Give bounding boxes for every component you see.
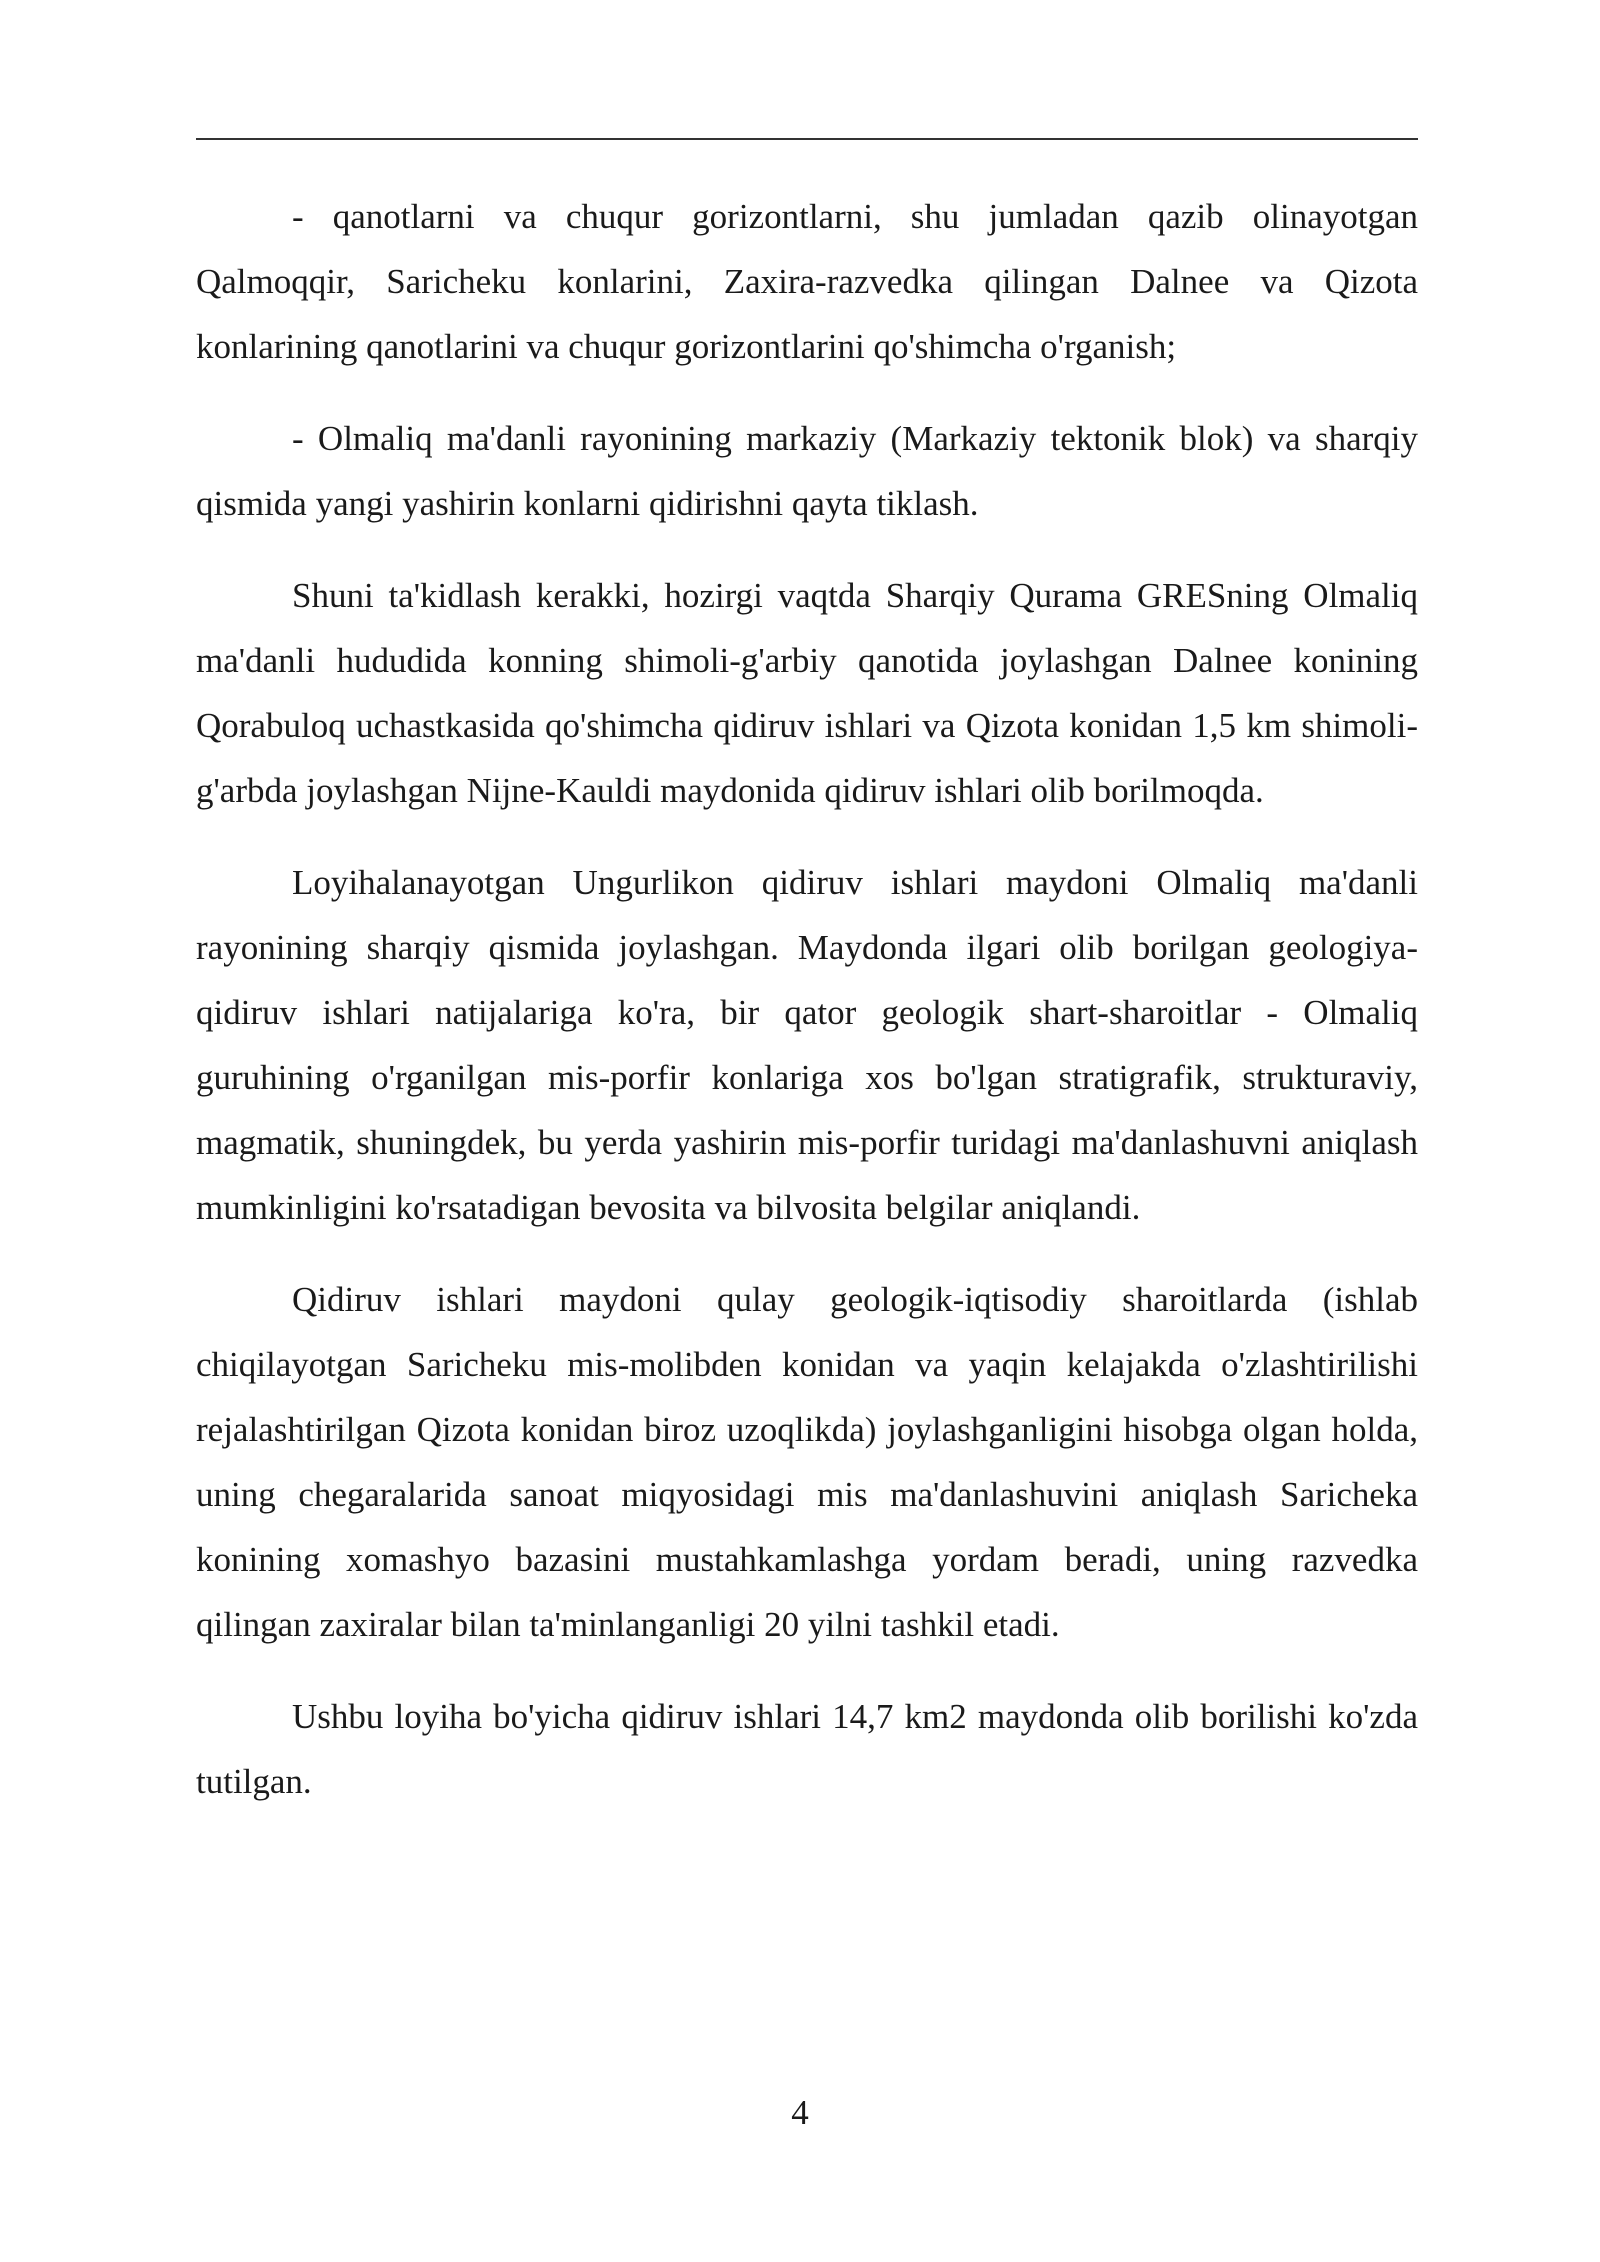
paragraph-current-works: Shuni ta'kidlash kerakki, hozirgi vaqtda Sharqiy Qurama GRESning Olmaliq ma'danli hududida konning shimoli-g'arbiy qanotida joylashgan Dalnee konining Qorabuloq uchastkasida qo'shimcha qidiruv ishlari va Qizota konidan 1,5 km shimoli-g'arbda joylashgan Nijne-Kauldi maydonida qidiruv ishlari olib borilmoqda. bbox=[196, 576, 1418, 810]
page-number: 4 bbox=[791, 2093, 809, 2132]
header-rule bbox=[196, 138, 1418, 140]
paragraph-economic-conditions: Qidiruv ishlari maydoni qulay geologik-iqtisodiy sharoitlarda (ishlab chiqilayotgan Saricheku mis-molibden konidan va yaqin kelajakda o'zlashtirilishi rejalashtirilgan Qizota konidan biroz uzoqlikda) joylashganligini hisobga olgan holda, uning chegaralarida sanoat miqyosidagi mis ma'danlashuvini aniqlash Saricheka konining xomashyo bazasini mustahkamlashga yordam beradi, uning razvedka qilingan zaxiralar bilan ta'minlanganligi 20 yilni tashkil etadi. bbox=[196, 1280, 1418, 1644]
paragraph-ungurlikon-area: Loyihalanayotgan Ungurlikon qidiruv ishlari maydoni Olmaliq ma'danli rayonining sharqiy qismida joylashgan. Maydonda ilgari olib borilgan geologiya-qidiruv ishlari natijalariga ko'ra, bir qator geologik shart-sharoitlar - Olmaliq guruhining o'rganilgan mis-porfir konlariga xos bo'lgan stratigrafik, strukturaviy, magmatik, shuningdek, bu yerda yashirin mis-porfir turidagi ma'danlashuvni aniqlash mumkinligini ko'rsatadigan bevosita va bilvosita belgilar aniqlandi. bbox=[196, 863, 1418, 1227]
paragraph-goal-flanks: - qanotlarni va chuqur gorizontlarni, shu jumladan qazib olinayotgan Qalmoqqir, Saricheku konlarini, Zaxira-razvedka qilingan Dalnee va Qizota konlarining qanotlarini va chuqur gorizontlarini qo'shimcha o'rganish; bbox=[196, 197, 1418, 366]
paragraph-goal-search: - Olmaliq ma'danli rayonining markaziy (Markaziy tektonik blok) va sharqiy qismida yangi yashirin konlarni qidirishni qayta tiklash. bbox=[196, 419, 1418, 523]
document-body bbox=[196, 184, 1418, 1841]
paragraph-area-size: Ushbu loyiha bo'yicha qidiruv ishlari 14,7 km2 maydonda olib borilishi ko'zda tutilgan. bbox=[196, 1697, 1418, 1801]
